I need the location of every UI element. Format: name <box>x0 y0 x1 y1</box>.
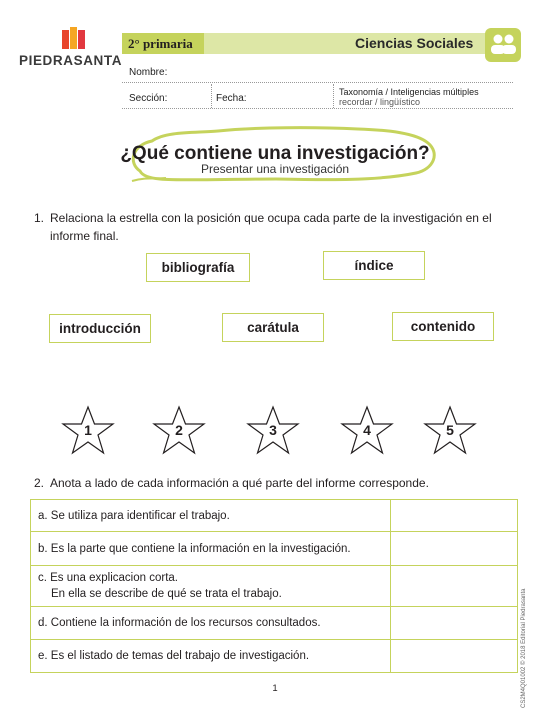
star-number: 5 <box>446 422 454 438</box>
word-indice: índice <box>323 251 425 280</box>
section-label: Sección: <box>129 93 168 104</box>
answers-table <box>30 499 518 673</box>
answer-cell[interactable] <box>391 532 518 566</box>
word-introduccion: introducción <box>49 314 151 343</box>
piedrasanta-logo-icon <box>62 27 86 49</box>
star-4[interactable] <box>339 405 395 455</box>
subject-label: Ciencias Sociales <box>355 35 474 51</box>
answer-cell[interactable] <box>391 566 518 607</box>
answer-cell[interactable] <box>391 607 518 640</box>
name-label: Nombre: <box>129 67 168 78</box>
taxonomy-label: Taxonomía / Inteligencias múltiples <box>339 87 479 97</box>
answer-cell[interactable] <box>391 640 518 673</box>
table-row <box>31 566 518 607</box>
row-line: En ella se describe de qué se trata el trabajo. <box>51 588 282 600</box>
grade-label: 2° primaria <box>128 36 193 51</box>
taxonomy-sub: recordar / lingüístico <box>339 97 421 107</box>
star-2[interactable] <box>151 405 207 455</box>
table-row <box>31 640 518 673</box>
word-contenido: contenido <box>392 312 494 341</box>
star-number: 4 <box>363 422 371 438</box>
table-row <box>31 532 518 566</box>
q1-text: Relaciona la estrella con la posición que ocupa cada parte de la investigación en el informe final. <box>50 211 492 243</box>
people-icon <box>485 28 521 62</box>
star-1[interactable] <box>60 405 116 455</box>
divider <box>211 84 212 108</box>
word-caratula: carátula <box>222 313 324 342</box>
side-code-text: CS2M4Q01002 © 2018 Editorial Piedrasanta <box>521 588 527 708</box>
divider <box>333 84 334 108</box>
star-5[interactable] <box>422 405 478 455</box>
brand-name: PIEDRASANTA <box>19 53 123 68</box>
row-text: a. Se utiliza para identificar el trabajo. <box>31 500 391 532</box>
row-text: d. Contiene la información de los recursos consultados. <box>31 607 391 640</box>
star-number: 2 <box>175 422 183 438</box>
answer-cell[interactable] <box>391 500 518 532</box>
table-row <box>31 607 518 640</box>
row-text: b. Es la parte que contiene la información en la investigación. <box>31 532 391 566</box>
name-line[interactable] <box>122 82 513 83</box>
page-subtitle: Presentar una investigación <box>200 162 350 176</box>
star-number: 3 <box>269 422 277 438</box>
q1-number: 1. <box>34 211 45 225</box>
star-number: 1 <box>84 422 92 438</box>
row-line: c. Es una explicacion corta. <box>38 572 178 584</box>
info-bottom-line <box>122 108 513 109</box>
q2-text: Anota a lado de cada información a qué parte del informe corresponde. <box>50 476 429 490</box>
row-text <box>31 566 391 607</box>
table-row <box>31 500 518 532</box>
word-bibliografia: bibliografía <box>146 253 250 282</box>
page-number: 1 <box>272 683 278 694</box>
star-3[interactable] <box>245 405 301 455</box>
row-text: e. Es el listado de temas del trabajo de investigación. <box>31 640 391 673</box>
date-label: Fecha: <box>216 93 247 104</box>
q2-number: 2. <box>34 476 45 490</box>
page-title: ¿Qué contiene una investigación? <box>120 143 430 164</box>
